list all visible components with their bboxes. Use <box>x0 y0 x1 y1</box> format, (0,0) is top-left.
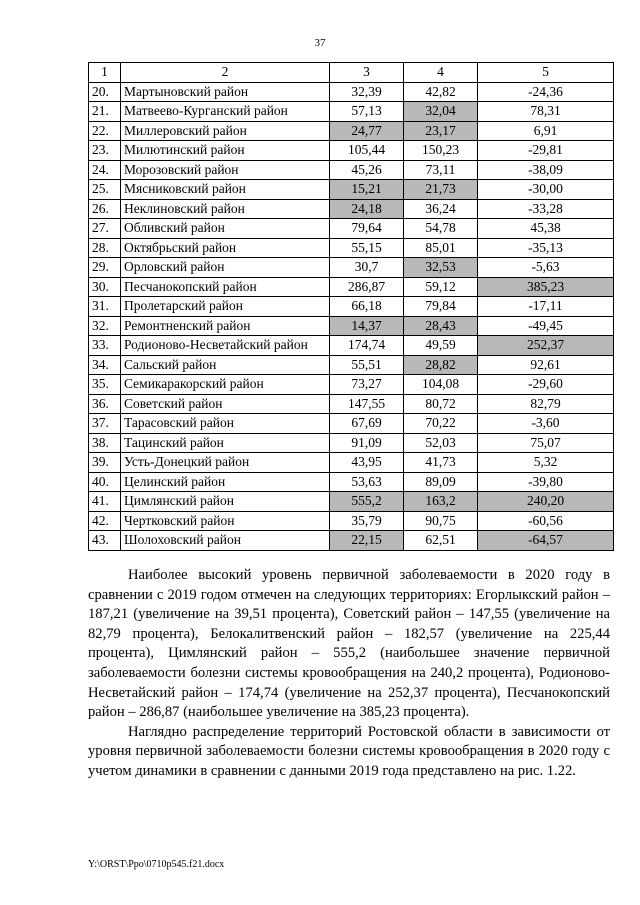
row-number-cell: 32. <box>89 316 121 336</box>
dynamics-cell: 82,79 <box>478 394 614 414</box>
table-row <box>89 472 614 492</box>
row-number-cell: 21. <box>89 102 121 122</box>
value-2019-cell: 23,17 <box>404 121 478 141</box>
table-row <box>89 394 614 414</box>
value-2020-cell: 66,18 <box>330 297 404 317</box>
row-number-cell: 20. <box>89 82 121 102</box>
value-2020-cell: 55,15 <box>330 238 404 258</box>
dynamics-cell: -29,81 <box>478 141 614 161</box>
table-row <box>89 297 614 317</box>
row-number-cell: 41. <box>89 492 121 512</box>
row-number-cell: 28. <box>89 238 121 258</box>
dynamics-cell: -60,56 <box>478 511 614 531</box>
header-cell: 1 <box>89 63 121 83</box>
value-2020-cell: 73,27 <box>330 375 404 395</box>
paragraph: Наиболее высокий уровень первичной заболеваемости в 2020 году в сравнении с 2019 годом отмечен на следующих территориях: Егорлыкский район – 187,21 (увеличение на 39,51 процента), Советский район – 147,55 (увеличение на 82,79 процента), Белокалитвенский район – 182,57 (увеличение на 225,44 процента), Цимлянский район – 555,2 (наибольшее значение первичной заболеваемости болезни системы кровообращения на 240,2 процента), Родионово-Несветайский район – 174,74 (увеличение на 252,37 процента), Песчанокопский район – 286,87 (наибольшее увеличение на 385,23 процента). <box>88 567 610 721</box>
dynamics-cell: -5,63 <box>478 258 614 278</box>
value-2020-cell: 14,37 <box>330 316 404 336</box>
table-row <box>89 453 614 473</box>
row-number-cell: 34. <box>89 355 121 375</box>
value-2019-cell: 163,2 <box>404 492 478 512</box>
dynamics-cell: 6,91 <box>478 121 614 141</box>
row-number-cell: 27. <box>89 219 121 239</box>
district-name-cell: Миллеровский район <box>121 121 330 141</box>
dynamics-cell: -24,36 <box>478 82 614 102</box>
row-number-cell: 29. <box>89 258 121 278</box>
paragraph: Наглядно распределение территорий Ростовской области в зависимости от уровня первичной заболеваемости болезни системы кровообращения в 2020 году с учетом динамики в сравнении с данными 2019 года представлено на рис. 1.22. <box>88 723 610 779</box>
row-number-cell: 37. <box>89 414 121 434</box>
district-name-cell: Тацинский район <box>121 433 330 453</box>
dynamics-cell: -49,45 <box>478 316 614 336</box>
table-row <box>89 336 614 356</box>
value-2019-cell: 21,73 <box>404 180 478 200</box>
value-2020-cell: 79,64 <box>330 219 404 239</box>
row-number-cell: 38. <box>89 433 121 453</box>
district-name-cell: Пролетарский район <box>121 297 330 317</box>
value-2019-cell: 89,09 <box>404 472 478 492</box>
table-row <box>89 277 614 297</box>
district-name-cell: Мясниковский район <box>121 180 330 200</box>
row-number-cell: 23. <box>89 141 121 161</box>
value-2020-cell: 91,09 <box>330 433 404 453</box>
district-name-cell: Орловский район <box>121 258 330 278</box>
body-text <box>88 566 610 782</box>
district-name-cell: Мартыновский район <box>121 82 330 102</box>
value-2019-cell: 32,04 <box>404 102 478 122</box>
table-row <box>89 258 614 278</box>
dynamics-cell: 385,23 <box>478 277 614 297</box>
district-name-cell: Октябрьский район <box>121 238 330 258</box>
table-row <box>89 238 614 258</box>
table-row <box>89 82 614 102</box>
value-2019-cell: 70,22 <box>404 414 478 434</box>
row-number-cell: 33. <box>89 336 121 356</box>
district-name-cell: Советский район <box>121 394 330 414</box>
dynamics-cell: -33,28 <box>478 199 614 219</box>
table-row <box>89 199 614 219</box>
dynamics-cell: 45,38 <box>478 219 614 239</box>
value-2019-cell: 54,78 <box>404 219 478 239</box>
district-name-cell: Матвеево-Курганский район <box>121 102 330 122</box>
value-2020-cell: 53,63 <box>330 472 404 492</box>
row-number-cell: 36. <box>89 394 121 414</box>
page-number: 37 <box>314 37 326 49</box>
table-row <box>89 219 614 239</box>
row-number-cell: 31. <box>89 297 121 317</box>
value-2019-cell: 90,75 <box>404 511 478 531</box>
district-name-cell: Песчанокопский район <box>121 277 330 297</box>
row-number-cell: 25. <box>89 180 121 200</box>
table-row <box>89 102 614 122</box>
table-row <box>89 531 614 551</box>
value-2019-cell: 32,53 <box>404 258 478 278</box>
district-name-cell: Тарасовский район <box>121 414 330 434</box>
table-row <box>89 375 614 395</box>
row-number-cell: 24. <box>89 160 121 180</box>
districts-table <box>88 62 614 551</box>
value-2019-cell: 85,01 <box>404 238 478 258</box>
value-2020-cell: 55,51 <box>330 355 404 375</box>
value-2020-cell: 32,39 <box>330 82 404 102</box>
district-name-cell: Усть-Донецкий район <box>121 453 330 473</box>
dynamics-cell: -30,00 <box>478 180 614 200</box>
header-cell: 5 <box>478 63 614 83</box>
dynamics-cell: 5,32 <box>478 453 614 473</box>
value-2019-cell: 80,72 <box>404 394 478 414</box>
row-number-cell: 39. <box>89 453 121 473</box>
table-row <box>89 511 614 531</box>
value-2019-cell: 104,08 <box>404 375 478 395</box>
dynamics-cell: 75,07 <box>478 433 614 453</box>
value-2020-cell: 24,18 <box>330 199 404 219</box>
dynamics-cell: -29,60 <box>478 375 614 395</box>
row-number-cell: 42. <box>89 511 121 531</box>
value-2020-cell: 174,74 <box>330 336 404 356</box>
value-2019-cell: 42,82 <box>404 82 478 102</box>
value-2020-cell: 24,77 <box>330 121 404 141</box>
dynamics-cell: -39,80 <box>478 472 614 492</box>
value-2019-cell: 28,82 <box>404 355 478 375</box>
value-2020-cell: 105,44 <box>330 141 404 161</box>
value-2020-cell: 15,21 <box>330 180 404 200</box>
header-cell: 2 <box>121 63 330 83</box>
district-name-cell: Цимлянский район <box>121 492 330 512</box>
dynamics-cell: 92,61 <box>478 355 614 375</box>
table-row <box>89 433 614 453</box>
value-2019-cell: 49,59 <box>404 336 478 356</box>
value-2019-cell: 62,51 <box>404 531 478 551</box>
dynamics-cell: 78,31 <box>478 102 614 122</box>
header-cell: 4 <box>404 63 478 83</box>
value-2020-cell: 67,69 <box>330 414 404 434</box>
value-2019-cell: 73,11 <box>404 160 478 180</box>
table-row <box>89 414 614 434</box>
value-2019-cell: 79,84 <box>404 297 478 317</box>
value-2020-cell: 57,13 <box>330 102 404 122</box>
dynamics-cell: -3,60 <box>478 414 614 434</box>
value-2019-cell: 150,23 <box>404 141 478 161</box>
value-2020-cell: 30,7 <box>330 258 404 278</box>
dynamics-cell: 252,37 <box>478 336 614 356</box>
dynamics-cell: -17,11 <box>478 297 614 317</box>
value-2020-cell: 43,95 <box>330 453 404 473</box>
header-cell: 3 <box>330 63 404 83</box>
table-row <box>89 121 614 141</box>
district-name-cell: Семикаракорский район <box>121 375 330 395</box>
value-2020-cell: 286,87 <box>330 277 404 297</box>
value-2020-cell: 147,55 <box>330 394 404 414</box>
value-2020-cell: 22,15 <box>330 531 404 551</box>
district-name-cell: Обливский район <box>121 219 330 239</box>
table-row <box>89 141 614 161</box>
table-row <box>89 492 614 512</box>
district-name-cell: Родионово-Несветайский район <box>121 336 330 356</box>
table-header-row <box>89 63 614 83</box>
district-name-cell: Морозовский район <box>121 160 330 180</box>
row-number-cell: 40. <box>89 472 121 492</box>
row-number-cell: 22. <box>89 121 121 141</box>
row-number-cell: 30. <box>89 277 121 297</box>
district-name-cell: Неклиновский район <box>121 199 330 219</box>
dynamics-cell: -35,13 <box>478 238 614 258</box>
district-name-cell: Ремонтненский район <box>121 316 330 336</box>
value-2019-cell: 59,12 <box>404 277 478 297</box>
table-row <box>89 160 614 180</box>
value-2020-cell: 555,2 <box>330 492 404 512</box>
table-row <box>89 316 614 336</box>
dynamics-cell: -38,09 <box>478 160 614 180</box>
district-name-cell: Шолоховский район <box>121 531 330 551</box>
district-name-cell: Чертковский район <box>121 511 330 531</box>
district-name-cell: Милютинский район <box>121 141 330 161</box>
value-2019-cell: 28,43 <box>404 316 478 336</box>
footer-file-path: Y:\ORST\Ppo\0710p545.f21.docx <box>88 859 225 870</box>
value-2019-cell: 36,24 <box>404 199 478 219</box>
row-number-cell: 26. <box>89 199 121 219</box>
row-number-cell: 43. <box>89 531 121 551</box>
value-2019-cell: 52,03 <box>404 433 478 453</box>
table-row <box>89 355 614 375</box>
value-2020-cell: 35,79 <box>330 511 404 531</box>
dynamics-cell: 240,20 <box>478 492 614 512</box>
value-2020-cell: 45,26 <box>330 160 404 180</box>
value-2019-cell: 41,73 <box>404 453 478 473</box>
district-name-cell: Целинский район <box>121 472 330 492</box>
table-row <box>89 180 614 200</box>
district-name-cell: Сальский район <box>121 355 330 375</box>
row-number-cell: 35. <box>89 375 121 395</box>
dynamics-cell: -64,57 <box>478 531 614 551</box>
